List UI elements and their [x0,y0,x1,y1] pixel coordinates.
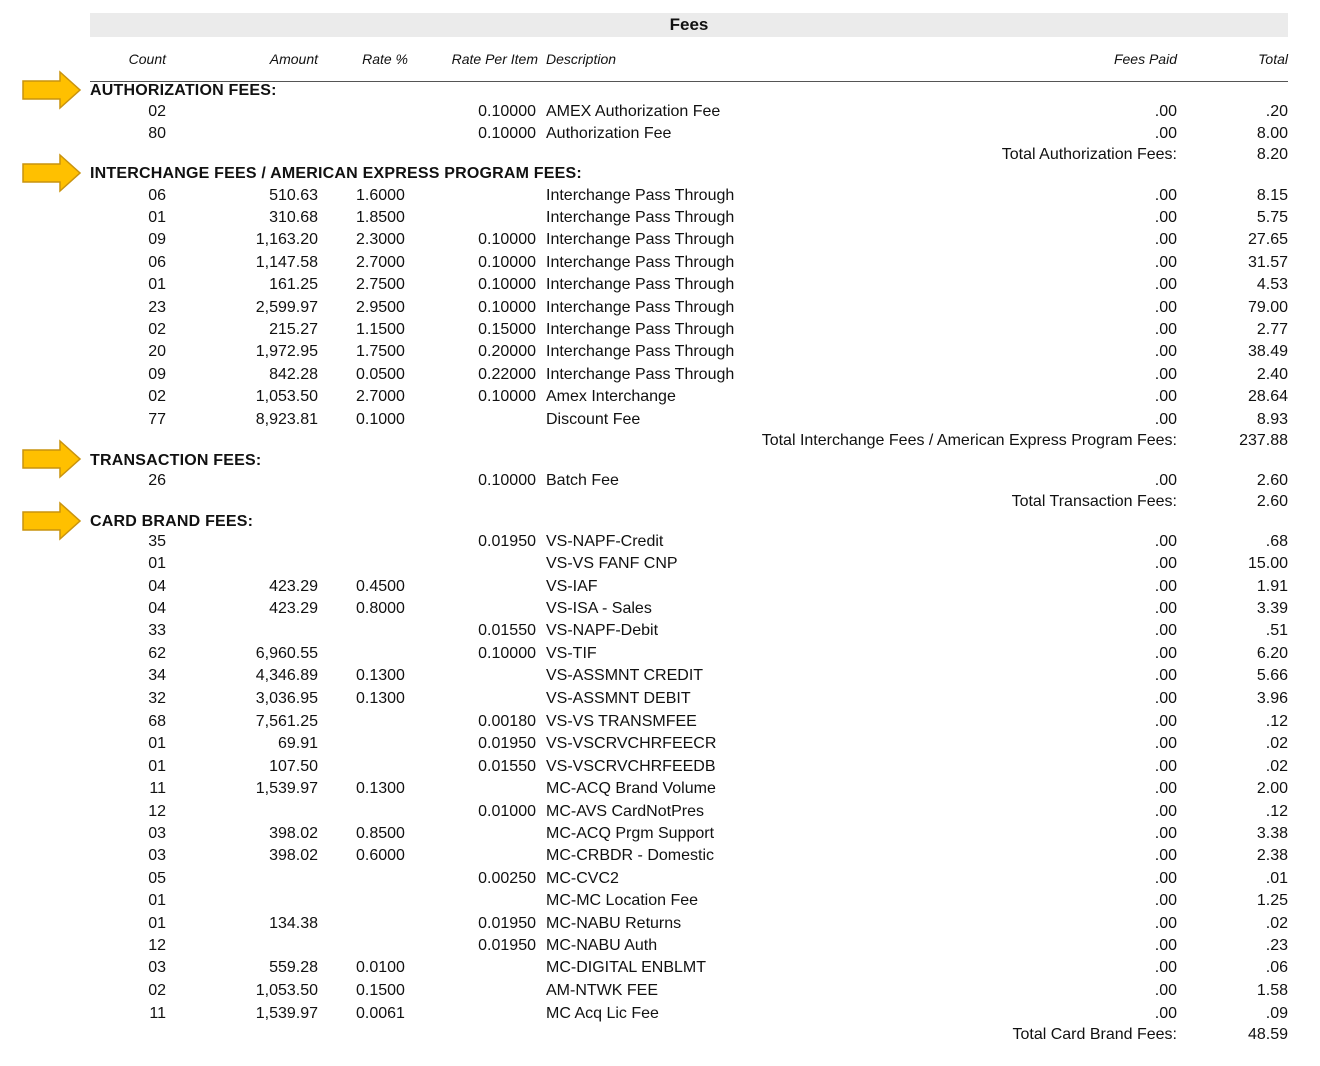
cell-rate-per-item: 0.15000 [478,321,536,338]
cell-description: MC-NABU Auth [546,937,658,954]
table-row [0,845,1320,867]
cell-description: Interchange Pass Through [546,187,735,204]
cell-rate-per-item: 0.01000 [478,803,536,820]
table-row [0,470,1320,492]
cell-count: 35 [148,533,166,550]
cell-total: 2.77 [1256,321,1288,338]
table-row [0,341,1320,363]
cell-description: VS-VSCRVCHRFEEDB [546,758,716,775]
cell-rate: 0.4500 [356,578,405,595]
section-title-interchange: INTERCHANGE FEES / AMERICAN EXPRESS PROGRAM FEES: [90,165,582,182]
table-row [0,319,1320,341]
cell-amount: 134.38 [269,915,318,932]
table-row [0,957,1320,979]
cell-rate-per-item: 0.00250 [478,870,536,887]
cell-amount: 423.29 [269,600,318,617]
section-total-row [0,430,1320,452]
cell-rate: 0.1000 [356,411,405,428]
cell-rate-per-item: 0.01950 [478,937,536,954]
cell-rate: 0.1300 [356,667,405,684]
cell-amount: 2,599.97 [255,299,318,316]
table-row [0,274,1320,296]
cell-description: VS-NAPF-Debit [546,622,659,639]
cell-count: 04 [148,578,166,595]
cell-total: .12 [1265,803,1288,820]
cell-count: 23 [148,299,166,316]
section-title-authorization: AUTHORIZATION FEES: [90,82,277,99]
cell-fees-paid: .00 [1154,472,1177,489]
cell-description: VS-ASSMNT CREDIT [546,667,704,684]
cell-description: VS-ASSMNT DEBIT [546,690,691,707]
cell-rate: 2.7500 [356,276,405,293]
section-total-row [0,144,1320,166]
cell-total: 1.25 [1256,892,1288,909]
cell-description: MC Acq Lic Fee [546,1005,659,1022]
table-row [0,935,1320,957]
cell-description: MC-ACQ Prgm Support [546,825,715,842]
cell-count: 03 [148,847,166,864]
cell-count: 06 [148,187,166,204]
cell-count: 34 [148,667,166,684]
cell-rate-per-item: 0.10000 [478,103,536,120]
cell-amount: 1,539.97 [255,1005,318,1022]
cell-count: 01 [148,915,166,932]
cell-fees-paid: .00 [1154,847,1177,864]
section-total-row [0,491,1320,513]
cell-fees-paid: .00 [1154,690,1177,707]
table-row [0,778,1320,800]
header-count: Count [128,51,166,67]
cell-count: 06 [148,254,166,271]
cell-total: .01 [1265,870,1288,887]
section-total-value: 48.59 [1247,1026,1288,1043]
table-row [0,576,1320,598]
cell-rate: 1.1500 [356,321,405,338]
cell-description: Discount Fee [546,411,641,428]
header-fees-paid: Fees Paid [1113,51,1177,67]
cell-fees-paid: .00 [1154,713,1177,730]
table-row [0,688,1320,710]
cell-total: 5.66 [1256,667,1288,684]
cell-count: 62 [148,645,166,662]
cell-description: MC-ACQ Brand Volume [546,780,716,797]
cell-count: 01 [148,555,166,572]
cell-amount: 1,972.95 [255,343,318,360]
table-row [0,756,1320,778]
cell-total: 31.57 [1247,254,1288,271]
cell-total: 2.38 [1256,847,1288,864]
cell-fees-paid: .00 [1154,1005,1177,1022]
cell-total: .06 [1265,959,1288,976]
cell-total: 38.49 [1247,343,1288,360]
cell-count: 11 [149,1005,166,1022]
cell-fees-paid: .00 [1154,321,1177,338]
cell-fees-paid: .00 [1154,982,1177,999]
cell-amount: 161.25 [269,276,318,293]
cell-total: 8.00 [1256,125,1288,142]
section-total-value: 237.88 [1239,432,1288,449]
cell-description: MC-MC Location Fee [546,892,699,909]
cell-amount: 423.29 [269,578,318,595]
table-row [0,620,1320,642]
cell-description: VS-TIF [546,645,597,662]
cell-total: .51 [1265,622,1288,639]
cell-fees-paid: .00 [1154,343,1177,360]
cell-amount: 1,163.20 [255,231,318,248]
cell-count: 68 [148,713,166,730]
cell-rate-per-item: 0.10000 [478,645,536,662]
cell-rate-per-item: 0.10000 [478,388,536,405]
cell-amount: 6,960.55 [255,645,318,662]
cell-fees-paid: .00 [1154,125,1177,142]
cell-rate-per-item: 0.10000 [478,254,536,271]
table-row [0,409,1320,431]
cell-description: Interchange Pass Through [546,209,735,226]
cell-rate: 1.8500 [356,209,405,226]
cell-amount: 1,539.97 [255,780,318,797]
table-row [0,207,1320,229]
cell-amount: 398.02 [269,847,318,864]
cell-amount: 3,036.95 [255,690,318,707]
cell-count: 11 [149,780,166,797]
table-row [0,386,1320,408]
header-rate: Rate % [362,51,408,67]
cell-total: 79.00 [1247,299,1288,316]
cell-total: 6.20 [1256,645,1288,662]
cell-description: VS-VSCRVCHRFEECR [546,735,717,752]
table-row [0,665,1320,687]
cell-fees-paid: .00 [1154,780,1177,797]
cell-count: 05 [148,870,166,887]
cell-total: 15.00 [1247,555,1288,572]
cell-rate: 0.8000 [356,600,405,617]
cell-total: 28.64 [1247,388,1288,405]
cell-total: 1.58 [1256,982,1288,999]
cell-total: .09 [1265,1005,1288,1022]
table-row [0,364,1320,386]
cell-rate: 0.1500 [356,982,405,999]
section-title-transaction: TRANSACTION FEES: [90,452,262,469]
cell-total: 3.39 [1256,600,1288,617]
report-title: Fees [90,13,1288,37]
cell-description: MC-NABU Returns [546,915,682,932]
cell-count: 12 [148,803,166,820]
cell-rate: 2.3000 [356,231,405,248]
cell-fees-paid: .00 [1154,959,1177,976]
cell-fees-paid: .00 [1154,366,1177,383]
cell-amount: 559.28 [269,959,318,976]
cell-description: VS-VS FANF CNP [546,555,678,572]
cell-count: 01 [148,758,166,775]
cell-description: Interchange Pass Through [546,276,735,293]
cell-count: 02 [148,982,166,999]
cell-amount: 8,923.81 [255,411,318,428]
cell-rate: 2.9500 [356,299,405,316]
cell-total: 2.40 [1256,366,1288,383]
cell-count: 20 [148,343,166,360]
table-row [0,913,1320,935]
cell-fees-paid: .00 [1154,254,1177,271]
table-row [0,643,1320,665]
cell-rate-per-item: 0.20000 [478,343,536,360]
table-row [0,252,1320,274]
cell-count: 03 [148,825,166,842]
table-row [0,598,1320,620]
cell-fees-paid: .00 [1154,667,1177,684]
table-row [0,868,1320,890]
section-total-row [0,1024,1320,1046]
cell-amount: 510.63 [269,187,318,204]
header-description: Description [546,51,617,67]
cell-fees-paid: .00 [1154,555,1177,572]
cell-amount: 69.91 [277,735,318,752]
cell-description: Interchange Pass Through [546,231,735,248]
cell-count: 09 [148,366,166,383]
table-row [0,801,1320,823]
cell-rate: 0.0500 [356,366,405,383]
cell-description: VS-VS TRANSMFEE [546,713,697,730]
cell-rate-per-item: 0.00180 [478,713,536,730]
cell-fees-paid: .00 [1154,735,1177,752]
cell-fees-paid: .00 [1154,187,1177,204]
cell-fees-paid: .00 [1154,276,1177,293]
cell-description: Batch Fee [546,472,619,489]
cell-amount: 1,053.50 [255,388,318,405]
cell-fees-paid: .00 [1154,231,1177,248]
table-row [0,1003,1320,1025]
cell-description: Interchange Pass Through [546,254,735,271]
cell-total: 2.60 [1256,472,1288,489]
cell-total: .23 [1265,937,1288,954]
section-total-label: Total Card Brand Fees: [1012,1026,1177,1043]
cell-total: .02 [1265,758,1288,775]
cell-fees-paid: .00 [1154,937,1177,954]
cell-amount: 398.02 [269,825,318,842]
table-row [0,123,1320,145]
cell-fees-paid: .00 [1154,758,1177,775]
cell-description: Interchange Pass Through [546,321,735,338]
table-row [0,733,1320,755]
cell-rate: 0.1300 [356,690,405,707]
cell-description: MC-AVS CardNotPres [546,803,704,820]
cell-fees-paid: .00 [1154,803,1177,820]
cell-amount: 107.50 [269,758,318,775]
cell-rate-per-item: 0.10000 [478,125,536,142]
cell-fees-paid: .00 [1154,600,1177,617]
cell-total: 2.00 [1256,780,1288,797]
cell-rate-per-item: 0.01950 [478,735,536,752]
cell-count: 02 [148,103,166,120]
cell-count: 01 [148,735,166,752]
cell-fees-paid: .00 [1154,103,1177,120]
cell-total: 8.93 [1256,411,1288,428]
cell-total: 8.15 [1256,187,1288,204]
cell-rate-per-item: 0.10000 [478,231,536,248]
cell-rate: 0.1300 [356,780,405,797]
cell-count: 32 [148,690,166,707]
cell-count: 01 [148,209,166,226]
table-row [0,711,1320,733]
cell-rate-per-item: 0.01550 [478,758,536,775]
cell-rate-per-item: 0.01950 [478,533,536,550]
cell-count: 02 [148,321,166,338]
cell-total: 5.75 [1256,209,1288,226]
cell-description: VS-ISA - Sales [546,600,652,617]
cell-fees-paid: .00 [1154,892,1177,909]
cell-total: .12 [1265,713,1288,730]
table-row [0,101,1320,123]
cell-description: Interchange Pass Through [546,343,735,360]
cell-fees-paid: .00 [1154,578,1177,595]
cell-description: MC-CRBDR - Domestic [546,847,714,864]
cell-amount: 4,346.89 [255,667,318,684]
table-row [0,297,1320,319]
cell-fees-paid: .00 [1154,388,1177,405]
cell-total: .02 [1265,735,1288,752]
cell-count: 04 [148,600,166,617]
table-row [0,823,1320,845]
cell-rate: 1.6000 [356,187,405,204]
cell-description: Interchange Pass Through [546,366,735,383]
cell-fees-paid: .00 [1154,645,1177,662]
cell-rate-per-item: 0.10000 [478,472,536,489]
cell-rate-per-item: 0.22000 [478,366,536,383]
cell-amount: 310.68 [269,209,318,226]
cell-count: 01 [148,276,166,293]
table-row [0,980,1320,1002]
cell-total: 1.91 [1256,578,1288,595]
section-title-card-brand: CARD BRAND FEES: [90,513,254,530]
section-total-value: 2.60 [1256,493,1288,510]
cell-fees-paid: .00 [1154,622,1177,639]
header-rate-per-item: Rate Per Item [451,51,538,67]
cell-description: MC-CVC2 [546,870,619,887]
cell-rate: 0.0061 [356,1005,405,1022]
cell-total: .02 [1265,915,1288,932]
cell-rate: 2.7000 [356,388,405,405]
cell-description: VS-IAF [546,578,598,595]
cell-total: 4.53 [1256,276,1288,293]
cell-count: 09 [148,231,166,248]
cell-fees-paid: .00 [1154,915,1177,932]
cell-description: AM-NTWK FEE [546,982,658,999]
section-total-label: Total Transaction Fees: [1011,493,1177,510]
table-row [0,890,1320,912]
cell-amount: 1,053.50 [255,982,318,999]
cell-amount: 842.28 [269,366,318,383]
cell-count: 02 [148,388,166,405]
cell-description: MC-DIGITAL ENBLMT [546,959,707,976]
table-row [0,229,1320,251]
table-row [0,531,1320,553]
cell-total: 3.96 [1256,690,1288,707]
cell-fees-paid: .00 [1154,870,1177,887]
cell-rate: 0.6000 [356,847,405,864]
cell-fees-paid: .00 [1154,209,1177,226]
header-total: Total [1258,51,1288,67]
cell-fees-paid: .00 [1154,299,1177,316]
cell-count: 80 [148,125,166,142]
cell-description: Interchange Pass Through [546,299,735,316]
section-total-label: Total Authorization Fees: [1001,146,1177,163]
cell-fees-paid: .00 [1154,411,1177,428]
cell-count: 12 [148,937,166,954]
cell-total: .20 [1265,103,1288,120]
cell-rate: 0.8500 [356,825,405,842]
cell-amount: 1,147.58 [255,254,318,271]
cell-fees-paid: .00 [1154,533,1177,550]
cell-rate: 1.7500 [356,343,405,360]
cell-rate-per-item: 0.10000 [478,276,536,293]
cell-rate-per-item: 0.01950 [478,915,536,932]
cell-count: 77 [148,411,166,428]
cell-rate-per-item: 0.01550 [478,622,536,639]
cell-description: AMEX Authorization Fee [546,103,721,120]
cell-rate-per-item: 0.10000 [478,299,536,316]
cell-count: 01 [148,892,166,909]
cell-count: 33 [148,622,166,639]
cell-total: 3.38 [1256,825,1288,842]
table-row [0,185,1320,207]
cell-count: 03 [148,959,166,976]
cell-rate: 0.0100 [356,959,405,976]
cell-amount: 215.27 [269,321,318,338]
cell-description: VS-NAPF-Credit [546,533,664,550]
cell-total: .68 [1265,533,1288,550]
cell-total: 27.65 [1247,231,1288,248]
cell-amount: 7,561.25 [255,713,318,730]
header-amount: Amount [269,51,318,67]
section-total-value: 8.20 [1256,146,1288,163]
table-row [0,553,1320,575]
cell-description: Amex Interchange [546,388,676,405]
cell-count: 26 [148,472,166,489]
cell-description: Authorization Fee [546,125,672,142]
cell-fees-paid: .00 [1154,825,1177,842]
section-total-label: Total Interchange Fees / American Express Program Fees: [761,432,1177,449]
cell-rate: 2.7000 [356,254,405,271]
